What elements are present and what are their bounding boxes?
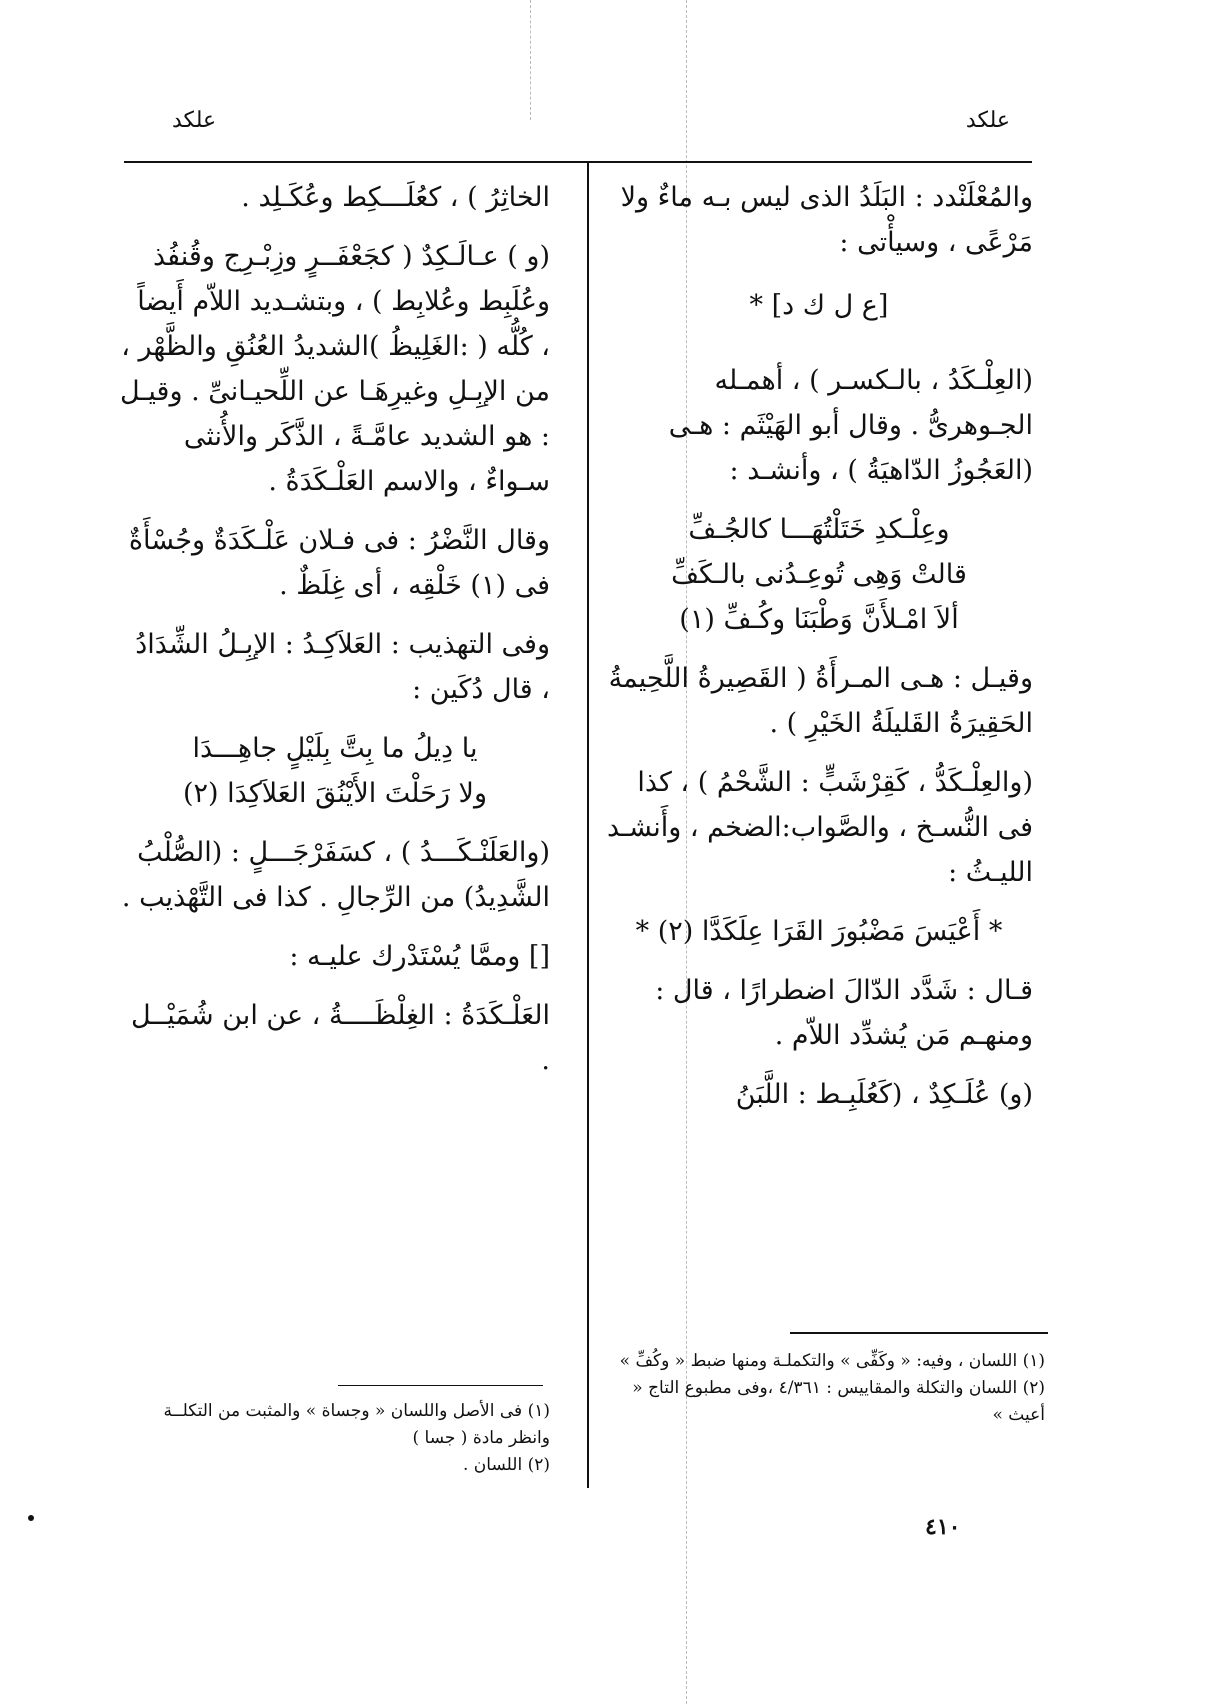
footnote: (٢) اللسان والتكلة والمقاييس : ٤/٣٦١ ،وفى مطبوع التاج « أعيث »: [632, 1378, 1045, 1425]
entry-text: والمُعْلَنْدد : البَلَدُ الذى ليس بـه ماءٌ ولا مَرْعًى ، وسيأْتى :: [620, 182, 1033, 258]
scan-guide-line: [530, 0, 531, 120]
entry-text: (والعَلَنْـكَـــدُ ) ، كسَفَرْجَـــلٍ : (الصُّلْبُ الشَّدِيدُ) من الرِّجالِ . كذا فى التَّهْذيب .: [121, 837, 550, 913]
verse-block: [605, 507, 1033, 642]
entry-text: (العِلْـكَدُ ، بالـكسـر ) ، أهمـله الجـوهرىُّ . وقال أبو الهَيْثَم : هـى (العَجُوزُ الدّاهيَةُ ) ، وأنشـد :: [668, 365, 1033, 486]
entry-text: وقيـل : هـى المـرأَةُ ( القَصِيرةُ اللَّحِيمةُ الحَقِيرَةُ القَليلَةُ الخَيْرِ ) .: [608, 663, 1033, 739]
footnote: (٢) اللسان .: [463, 1455, 550, 1475]
verse-line: وعِلْـكدِ خَتَلْتُهَـــا كالجُـفِّ: [688, 514, 950, 545]
verse-line: ولا رَحَلْتَ الأَيْنُقَ العَلاَكِدَا (٢): [182, 778, 487, 809]
verse-line: ألاَ امْـلأَنَّ وَطْبَنَا وكُـفِّ (١): [679, 604, 959, 635]
footnote-rule-left: [338, 1385, 543, 1386]
verse-line: * أَعْيَسَ مَضْبُورَ القَرَا عِلَكَدَّا (٢) *: [635, 916, 1003, 947]
verse-line: يا دِيلُ ما بِتَّ بِلَيْلٍ جاهِـــدَا: [192, 733, 478, 764]
verse-line: قالتْ وَهِى تُوعِـدُنى بالـكَفِّ: [671, 559, 967, 590]
entry-text: (و) عُلَـكِدٌ ، (كَعُلَبِـط : اللَّبَنُ: [735, 1079, 1033, 1110]
entry-text: العَلْـكَدَةُ : الغِلْظَــــةُ ، عن ابن شُمَيْــل .: [131, 1000, 550, 1076]
footnote: (١) اللسان ، وفيه: « وكَفِّى » والتكملـة ومنها ضبط « وكُفِّ »: [619, 1351, 1045, 1371]
entry-text: الخاثِرُ ) ، كعُلَـــكِط وعُكَـلِد .: [241, 182, 550, 213]
entry-text: قـال : شَدَّد الدّالَ اضطرارًا ، قال : ومنهـم مَن يُشدِّد اللاّم .: [655, 975, 1033, 1051]
entry-text: وقال النَّضْرُ : فى فـلان عَلْـكَدَةٌ وجُسْأَةٌ فى (١) خَلْقِه ، أى غِلَظٌ .: [128, 525, 550, 601]
footnote: (١) فى الأصل واللسان « وجساة » والمثبت من التكلــة وانظر مادة ( جسا ): [163, 1401, 550, 1448]
running-head-left: علكد: [172, 108, 217, 133]
left-column: [120, 175, 550, 1097]
footnote-rule-right: [790, 1332, 1048, 1334]
header-rule: [124, 161, 1032, 163]
entry-text: [] وممَّا يُسْتَدْرك عليـه :: [289, 941, 550, 972]
entry-text: (والعِلْـكَدُّ ، كَقِرْشَبٍّ : الشَّحْمُ ) ، كذا فى النُّسـخ ، والصَّواب:الضخم ، وأَنشـد الليـثُ :: [607, 767, 1033, 888]
entry-text: (و ) عـالَـكِدٌ ( كجَعْفَــرٍ وزِبْـرِج وقُنفُذ وعُلَبِط وعُلابِط ) ، وبتشـديد اللاّم أَيضاً ، كُلُّه ( :الغَلِيظُ )الشديدُ العُنُقِ والظَّهْر ، من الإبِـلِ وغيرِهَـا عن اللِّحيـانىِّ . وقيـل : هو الشديد عامَّـةً ، الذَّكَر والأُنثى سـواءٌ ، والاسم العَلْـكَدَةُ .: [120, 241, 550, 497]
running-head-right: علكد: [965, 108, 1010, 133]
verse-block: [120, 726, 550, 816]
footnotes-left: [120, 1398, 550, 1479]
footnotes-right: [605, 1348, 1045, 1429]
right-column: [605, 175, 1033, 1131]
entry-heading: [ع ل ك د] *: [749, 290, 889, 321]
column-divider: [587, 163, 589, 1488]
scan-speck: [28, 1515, 34, 1521]
page-number: ٤١٠: [925, 1514, 961, 1540]
entry-text: وفى التهذيب : العَلاَكِـدُ : الإبِـلُ الشِّدَادُ ، قال دُكَين :: [135, 629, 550, 705]
